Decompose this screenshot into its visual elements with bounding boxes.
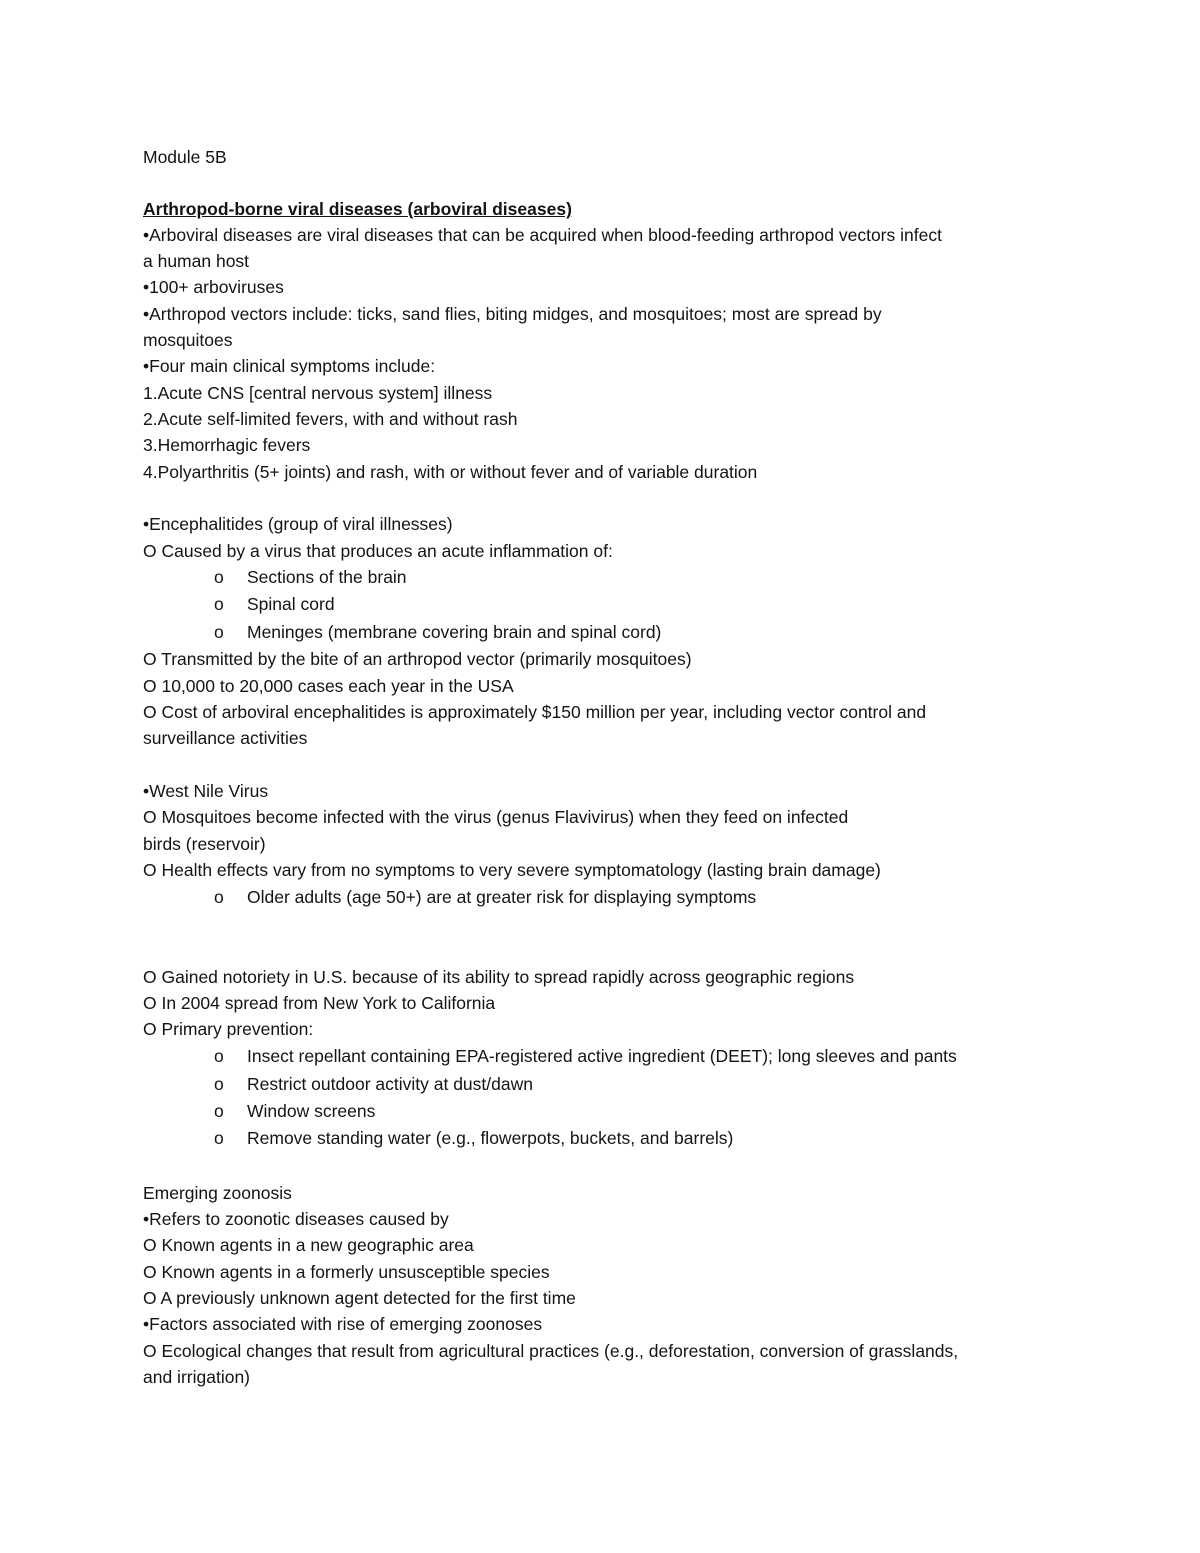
sub-bullet: o (214, 1101, 224, 1121)
text-line: 4.Polyarthritis (5+ joints) and rash, with or without fever and of variable duration (143, 462, 758, 482)
text-line: a human host (143, 251, 250, 271)
text-line: •Encephalitides (group of viral illnesses) (143, 514, 453, 534)
text-line: 3.Hemorrhagic fevers (143, 435, 311, 455)
text-line: O Caused by a virus that produces an acute inflammation of: (143, 541, 613, 561)
text-line: birds (reservoir) (143, 834, 266, 854)
text-line: mosquitoes (143, 330, 233, 350)
text-line: O Known agents in a new geographic area (143, 1235, 474, 1255)
sub-list-item (214, 1098, 375, 1124)
sub-bullet: o (214, 887, 224, 907)
text-line: •Arthropod vectors include: ticks, sand flies, biting midges, and mosquitoes; most are spread by (143, 304, 882, 324)
sub-list-item (214, 619, 661, 645)
sub-list-text: Sections of the brain (247, 567, 407, 587)
text-line: and irrigation) (143, 1367, 250, 1387)
text-line: O In 2004 spread from New York to California (143, 993, 496, 1013)
sub-list-text: Older adults (age 50+) are at greater risk for displaying symptoms (247, 887, 757, 907)
sub-list-text: Window screens (247, 1101, 376, 1121)
sub-list-item (214, 884, 756, 910)
text-line: O A previously unknown agent detected for the first time (143, 1288, 576, 1308)
sub-list-item (214, 591, 335, 617)
sub-list-text: Remove standing water (e.g., flowerpots, buckets, and barrels) (247, 1128, 734, 1148)
sub-list-text: Meninges (membrane covering brain and spinal cord) (247, 622, 662, 642)
text-line: surveillance activities (143, 728, 308, 748)
sub-bullet: o (214, 622, 224, 642)
text-line: O Transmitted by the bite of an arthropod vector (primarily mosquitoes) (143, 649, 692, 669)
text-line: O Ecological changes that result from agricultural practices (e.g., deforestation, conversion of grasslands, (143, 1341, 959, 1361)
text-line: •100+ arboviruses (143, 277, 284, 297)
sub-list-item (214, 564, 407, 590)
text-line: O Cost of arboviral encephalitides is approximately $150 million per year, including vector control and (143, 702, 927, 722)
text-line: 1.Acute CNS [central nervous system] illness (143, 383, 493, 403)
text-line: Emerging zoonosis (143, 1183, 292, 1203)
sub-list-text: Insect repellant containing EPA-registered active ingredient (DEET); long sleeves and pants (247, 1046, 957, 1066)
sub-list-item (214, 1125, 733, 1151)
sub-list-item (214, 1071, 533, 1097)
section-heading: Arthropod-borne viral diseases (arboviral diseases) (143, 199, 572, 219)
sub-bullet: o (214, 594, 224, 614)
sub-bullet: o (214, 1046, 224, 1066)
text-line: 2.Acute self-limited fevers, with and without rash (143, 409, 518, 429)
text-line: O Known agents in a formerly unsusceptible species (143, 1262, 550, 1282)
sub-bullet: o (214, 1074, 224, 1094)
sub-bullet: o (214, 1128, 224, 1148)
sub-list-text: Spinal cord (247, 594, 335, 614)
text-line: •Arboviral diseases are viral diseases that can be acquired when blood-feeding arthropod vectors infect (143, 225, 942, 245)
sub-list-text: Restrict outdoor activity at dust/dawn (247, 1074, 533, 1094)
text-line: •West Nile Virus (143, 781, 269, 801)
text-line: O Mosquitoes become infected with the virus (genus Flavivirus) when they feed on infected (143, 807, 849, 827)
text-line: •Refers to zoonotic diseases caused by (143, 1209, 449, 1229)
document-title: Module 5B (143, 147, 227, 167)
text-line: •Factors associated with rise of emerging zoonoses (143, 1314, 543, 1334)
text-line: •Four main clinical symptoms include: (143, 356, 436, 376)
text-line: O Health effects vary from no symptoms to very severe symptomatology (lasting brain damage) (143, 860, 881, 880)
sub-bullet: o (214, 567, 224, 587)
text-line: O Primary prevention: (143, 1019, 314, 1039)
text-line: O Gained notoriety in U.S. because of its ability to spread rapidly across geographic regions (143, 967, 855, 987)
sub-list-item (214, 1043, 957, 1069)
text-line: O 10,000 to 20,000 cases each year in the USA (143, 676, 514, 696)
